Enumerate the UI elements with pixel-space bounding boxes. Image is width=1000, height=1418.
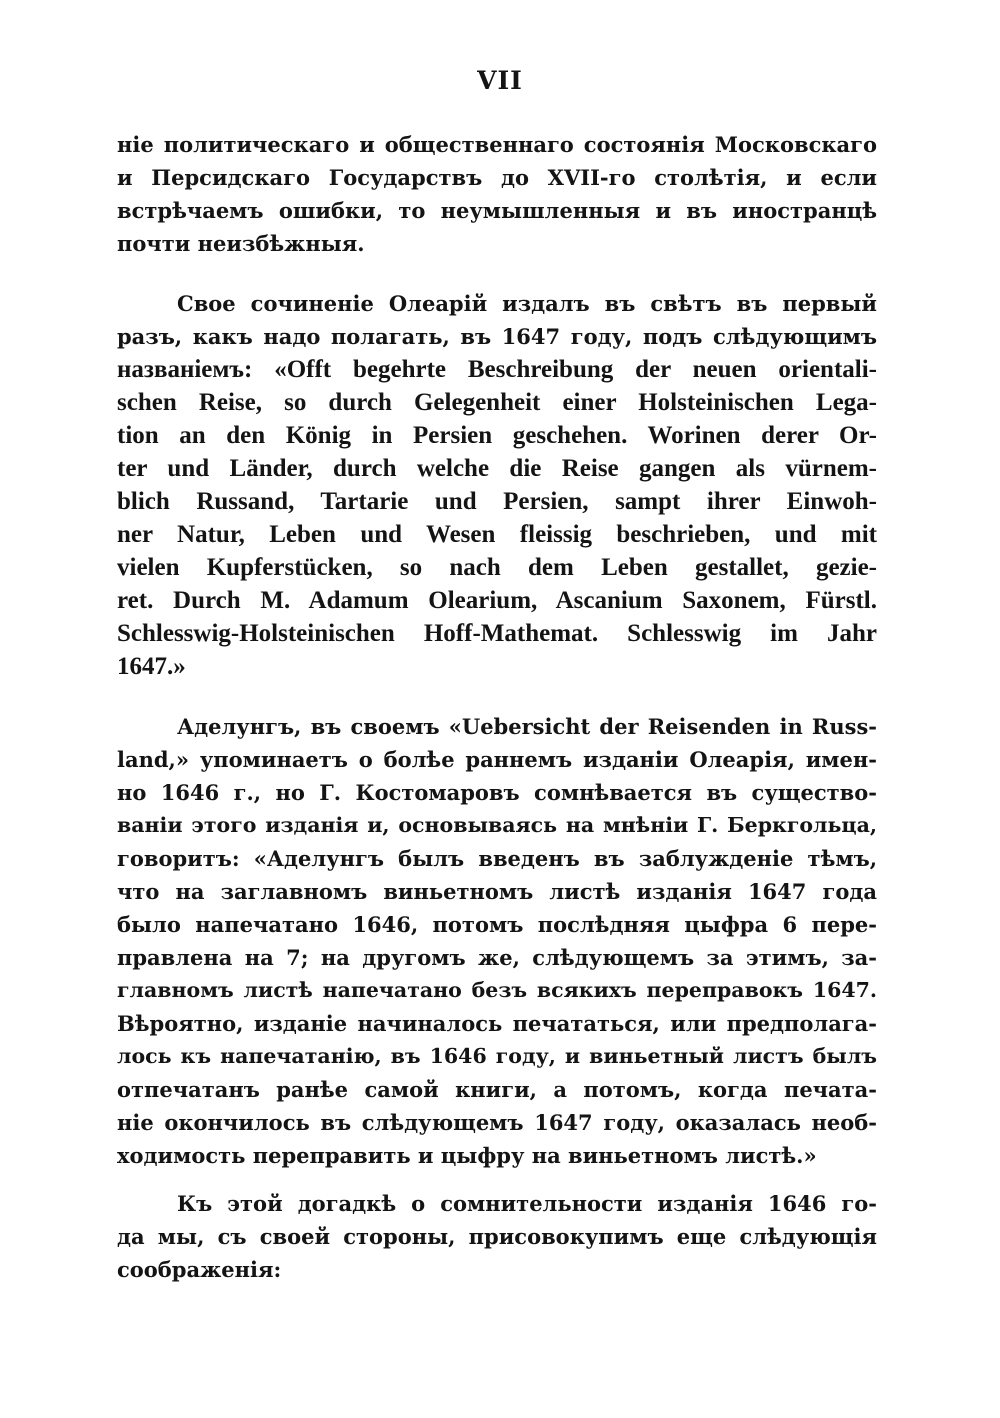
text-line: schen Reise, so durch Gelegenheit einer Holsteinischen Lega- xyxy=(117,389,877,416)
text-line: vielen Kupferstücken, so nach dem Leben gestallet, gezie- xyxy=(117,554,877,581)
text-line: и Персидскаго Государствъ до XVII-го столѣтія, и если xyxy=(117,165,877,190)
text-line: правлена на 7; на другомъ же, слѣдующемъ за этимъ, за- xyxy=(117,945,877,970)
text-line: ner Natur, Leben und Wesen fleissig beschrieben, und mit xyxy=(117,521,877,548)
text-line: Къ этой догадкѣ о сомнительности изданія 1646 го- xyxy=(177,1191,877,1216)
text-line: было напечатано 1646, потомъ послѣдняя цыфра 6 пере- xyxy=(117,912,877,937)
text-line: Свое сочиненіе Олеарій издалъ въ свѣтъ въ первый xyxy=(177,291,877,316)
page-number: VII xyxy=(477,66,523,95)
text-line: названіемъ: «Offt begehrte Beschreibung der neuen orientali- xyxy=(117,356,877,383)
text-line: лось къ напечатанію, въ 1646 году, и виньетный листъ былъ xyxy=(117,1044,877,1068)
text-line: говоритъ: «Аделунгъ былъ введенъ въ заблужденіе тѣмъ, xyxy=(117,846,877,871)
text-line: соображенія: xyxy=(117,1257,282,1282)
text-line: ніе окончилось въ слѣдующемъ 1647 году, оказалась необ- xyxy=(117,1110,877,1135)
text-line: Аделунгъ, въ своемъ «Uebersicht der Reisenden in Russ- xyxy=(177,714,877,739)
text-line: blich Russand, Tartarie und Persien, sampt ihrer Einwoh- xyxy=(117,488,877,515)
text-line: land,» упоминаетъ о болѣе раннемъ изданіи Олеарія, имен- xyxy=(117,747,877,772)
paragraph-4 xyxy=(117,1187,877,1286)
text-line: что на заглавномъ виньетномъ листѣ изданія 1647 года xyxy=(117,879,877,904)
text-line: почти неизбѣжныя. xyxy=(117,231,365,256)
text-line: tion an den König in Persien geschehen. Worinen derer Or- xyxy=(117,422,877,449)
text-line: ваніи этого изданія и, основываясь на мнѣніи Г. Беркгольца, xyxy=(117,813,877,837)
paragraph-1 xyxy=(117,128,877,260)
text-line: главномъ листѣ напечатано безъ всякихъ переправокъ 1647. xyxy=(117,978,877,1002)
paragraph-2 xyxy=(117,287,877,683)
text-line: ніе политическаго и общественнаго состоянія Московскаго xyxy=(117,132,877,157)
text-line: ter und Länder, durch welche die Reise gangen als vürnem- xyxy=(117,455,877,482)
text-line: Вѣроятно, изданіе начиналось печататься, или предполага- xyxy=(117,1011,877,1036)
text-line: но 1646 г., но Г. Костомаровъ сомнѣвается въ существо- xyxy=(117,780,877,805)
text-line: ходимость переправить и цыфру на виньетномъ листѣ.» xyxy=(117,1143,817,1168)
text-line: ret. Durch M. Adamum Olearium, Ascanium Saxonem, Fürstl. xyxy=(117,587,877,614)
paragraph-3 xyxy=(117,710,877,1172)
text-line: 1647.» xyxy=(117,653,186,680)
text-line: да мы, съ своей стороны, присовокупимъ еще слѣдующія xyxy=(117,1224,877,1249)
text-line: встрѣчаемъ ошибки, то неумышленныя и въ иностранцѣ xyxy=(117,198,877,223)
text-line: Schlesswig-Holsteinischen Hoff-Mathemat. Schlesswig im Jahr xyxy=(117,620,877,647)
text-line: разъ, какъ надо полагать, въ 1647 году, подъ слѣдующимъ xyxy=(117,324,877,349)
text-line: отпечатанъ ранѣе самой книги, а потомъ, когда печата- xyxy=(117,1077,877,1102)
